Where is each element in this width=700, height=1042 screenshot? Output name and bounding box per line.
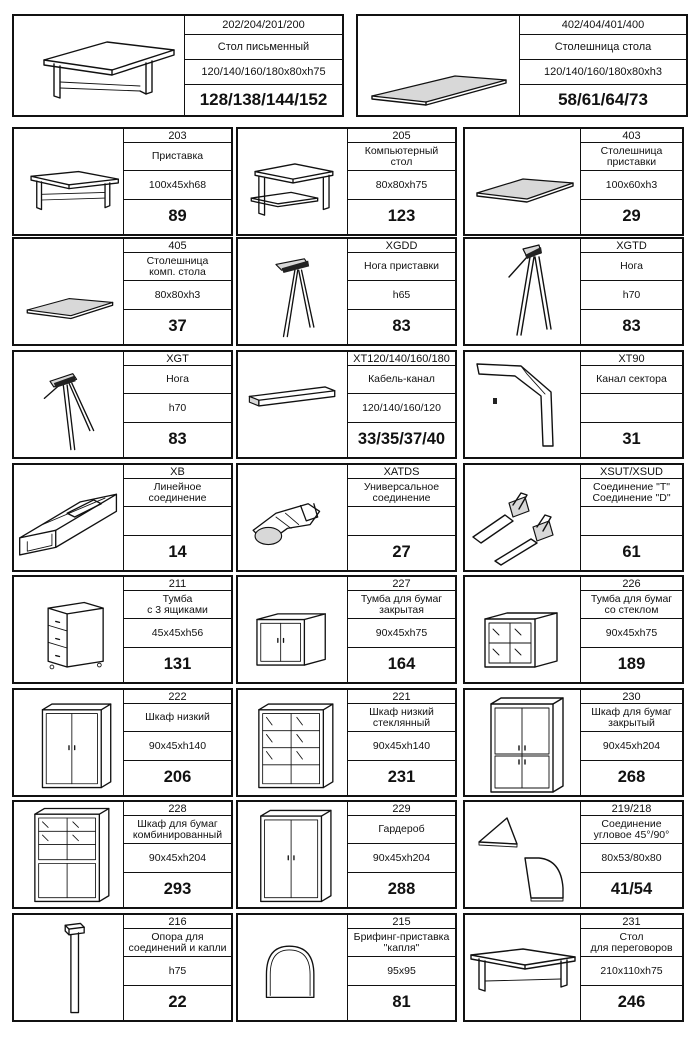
product-size: 120/140/160/180x80xh3 <box>520 60 686 85</box>
product-size: 45x45xh56 <box>124 619 231 647</box>
desk-icon <box>14 16 185 115</box>
product-name: Тумба для бумаг закрытая <box>348 591 455 619</box>
product-card <box>12 127 233 236</box>
product-info <box>347 352 455 457</box>
product-size: 90x45xh140 <box>124 732 231 760</box>
product-size: 80x80xh75 <box>348 171 455 199</box>
product-info <box>123 352 231 457</box>
product-price: 123 <box>387 207 416 226</box>
product-price: 29 <box>622 207 641 226</box>
product-size: 100x45xh68 <box>124 171 231 199</box>
product-price: 22 <box>168 993 187 1012</box>
product-info <box>123 465 231 570</box>
product-price: 131 <box>163 655 192 674</box>
product-code: XB <box>124 465 231 479</box>
product-name: Канал сектора <box>581 366 682 394</box>
product-size: 80x80xh3 <box>124 281 231 309</box>
product-size: 95x95 <box>348 957 455 985</box>
drop-briefing-icon <box>238 915 348 1020</box>
product-name: Соединение угловое 45°/90° <box>581 816 682 844</box>
product-price: 14 <box>168 543 187 562</box>
product-card <box>463 463 684 572</box>
product-name: Гардероб <box>348 816 455 844</box>
product-name: Шкаф для бумаг закрытый <box>581 704 682 732</box>
product-name: Столешница приставки <box>581 143 682 171</box>
product-name: Нога <box>581 253 682 281</box>
product-info <box>347 577 455 682</box>
product-info <box>347 690 455 795</box>
extension-table-icon <box>14 129 124 234</box>
product-info <box>580 465 682 570</box>
product-info <box>123 129 231 234</box>
product-code: XT120/140/160/180 <box>348 352 455 366</box>
product-card <box>463 350 684 459</box>
cable-channel-icon <box>238 352 348 457</box>
glass-cabinet-icon <box>465 577 581 682</box>
product-price: 31 <box>622 430 641 449</box>
product-info <box>123 802 231 907</box>
product-code: 403 <box>581 129 682 143</box>
tall-closed-cupboard-icon <box>465 690 581 795</box>
product-price: 189 <box>617 655 646 674</box>
product-price: 206 <box>163 768 192 787</box>
product-size: 90x45xh75 <box>581 619 682 647</box>
product-name: Шкаф низкий стеклянный <box>348 704 455 732</box>
product-name: Тумба с 3 ящиками <box>124 591 231 619</box>
product-card <box>463 575 684 684</box>
product-card <box>12 237 233 346</box>
product-code: 205 <box>348 129 455 143</box>
product-info <box>580 915 682 1020</box>
product-size: 120/140/160/180x80xh75 <box>185 60 342 85</box>
product-info <box>519 16 686 115</box>
product-name: Линейное соединение <box>124 479 231 507</box>
product-info <box>580 577 682 682</box>
low-glass-cupboard-icon <box>238 690 348 795</box>
product-price: 164 <box>387 655 416 674</box>
product-code: 202/204/201/200 <box>185 16 342 35</box>
product-info <box>123 915 231 1020</box>
product-card <box>236 350 457 459</box>
product-card <box>463 688 684 797</box>
product-info <box>347 915 455 1020</box>
product-price: 128/138/144/152 <box>199 90 328 109</box>
product-price: 83 <box>622 317 641 336</box>
product-name: Тумба для бумаг со стеклом <box>581 591 682 619</box>
product-card <box>12 575 233 684</box>
tabletop-icon <box>358 16 524 115</box>
product-name: Нога приставки <box>348 253 455 281</box>
product-size: h70 <box>581 281 682 309</box>
corner-joint-icon <box>465 802 581 907</box>
product-code: 226 <box>581 577 682 591</box>
product-size <box>581 507 682 535</box>
product-size: 90x45xh204 <box>348 844 455 872</box>
product-name: Соединение "T" Соединение "D" <box>581 479 682 507</box>
product-card-tabletop <box>356 14 688 117</box>
product-name: Нога <box>124 366 231 394</box>
product-code: XSUT/XSUD <box>581 465 682 479</box>
product-code: 203 <box>124 129 231 143</box>
product-price: 27 <box>392 543 411 562</box>
product-price: 89 <box>168 207 187 226</box>
product-name: Компьютерный стол <box>348 143 455 171</box>
product-info <box>123 690 231 795</box>
product-code: 402/404/401/400 <box>520 16 686 35</box>
product-price: 81 <box>392 993 411 1012</box>
product-card <box>236 575 457 684</box>
closed-cabinet-icon <box>238 577 348 682</box>
product-code: 215 <box>348 915 455 929</box>
product-code: XGTD <box>581 239 682 253</box>
product-size: 210x110xh75 <box>581 957 682 985</box>
product-price: 37 <box>168 317 187 336</box>
product-card <box>463 913 684 1022</box>
product-price: 288 <box>387 880 416 899</box>
leg-frame-icon <box>14 352 124 457</box>
product-size: 90x45xh204 <box>124 844 231 872</box>
product-card <box>236 688 457 797</box>
product-name: Брифинг-приставка "капля" <box>348 929 455 957</box>
product-name: Шкаф для бумаг комбинированный <box>124 816 231 844</box>
product-size: 90x45xh140 <box>348 732 455 760</box>
product-name: Столешница стола <box>520 35 686 60</box>
product-card <box>12 463 233 572</box>
product-price: 33/35/37/40 <box>357 430 446 449</box>
product-card <box>236 127 457 236</box>
product-info <box>347 239 455 344</box>
product-info <box>580 690 682 795</box>
product-size: 90x45xh204 <box>581 732 682 760</box>
product-code: 228 <box>124 802 231 816</box>
meeting-table-icon <box>465 915 581 1020</box>
product-size: 120/140/160/120 <box>348 394 455 422</box>
product-code: 405 <box>124 239 231 253</box>
product-card <box>463 237 684 346</box>
product-name: Кабель-канал <box>348 366 455 394</box>
product-code: 227 <box>348 577 455 591</box>
product-code: 230 <box>581 690 682 704</box>
product-price: 246 <box>617 993 646 1012</box>
product-card <box>236 463 457 572</box>
product-code: 222 <box>124 690 231 704</box>
product-size <box>581 394 682 422</box>
combined-cupboard-icon <box>14 802 124 907</box>
t-d-joint-icon <box>465 465 581 570</box>
product-card <box>236 913 457 1022</box>
computer-desk-icon <box>238 129 348 234</box>
product-size: h65 <box>348 281 455 309</box>
support-post-icon <box>14 915 124 1020</box>
product-size: h70 <box>124 394 231 422</box>
product-info <box>580 129 682 234</box>
product-size: 90x45xh75 <box>348 619 455 647</box>
product-name: Стол письменный <box>185 35 342 60</box>
drawer-pedestal-icon <box>14 577 124 682</box>
product-card <box>12 800 233 909</box>
product-price: 231 <box>387 768 416 787</box>
product-card-desk <box>12 14 344 117</box>
product-price: 41/54 <box>610 880 653 899</box>
extension-tabletop-icon <box>465 129 581 234</box>
product-info <box>347 129 455 234</box>
wardrobe-icon <box>238 802 348 907</box>
product-code: 211 <box>124 577 231 591</box>
product-size <box>348 507 455 535</box>
product-card <box>463 127 684 236</box>
extension-leg-icon <box>238 239 348 344</box>
product-card <box>236 237 457 346</box>
product-card <box>12 913 233 1022</box>
universal-joint-icon <box>238 465 348 570</box>
product-code: 216 <box>124 915 231 929</box>
product-info <box>580 352 682 457</box>
linear-joint-icon <box>14 465 124 570</box>
product-card <box>236 800 457 909</box>
product-price: 61 <box>622 543 641 562</box>
product-info <box>184 16 342 115</box>
computer-tabletop-icon <box>14 239 124 344</box>
product-code: 219/218 <box>581 802 682 816</box>
product-card <box>12 688 233 797</box>
product-size <box>124 507 231 535</box>
product-size: 80x53/80x80 <box>581 844 682 872</box>
product-info <box>123 577 231 682</box>
product-name: Столешница комп. стола <box>124 253 231 281</box>
product-name: Универсальное соединение <box>348 479 455 507</box>
product-info <box>123 239 231 344</box>
product-info <box>347 465 455 570</box>
product-size: 100x60xh3 <box>581 171 682 199</box>
product-info <box>580 239 682 344</box>
product-price: 58/61/64/73 <box>558 90 648 109</box>
product-code: 231 <box>581 915 682 929</box>
product-name: Приставка <box>124 143 231 171</box>
product-card <box>12 350 233 459</box>
product-code: XT90 <box>581 352 682 366</box>
leg-icon <box>465 239 581 344</box>
product-name: Стол для переговоров <box>581 929 682 957</box>
product-code: 229 <box>348 802 455 816</box>
product-info <box>347 802 455 907</box>
product-size: h75 <box>124 957 231 985</box>
sector-channel-icon <box>465 352 581 457</box>
product-info <box>580 802 682 907</box>
product-price: 268 <box>617 768 646 787</box>
product-code: XATDS <box>348 465 455 479</box>
product-price: 83 <box>168 430 187 449</box>
product-code: XGT <box>124 352 231 366</box>
product-code: XGDD <box>348 239 455 253</box>
product-card <box>463 800 684 909</box>
product-name: Шкаф низкий <box>124 704 231 732</box>
low-cupboard-icon <box>14 690 124 795</box>
product-code: 221 <box>348 690 455 704</box>
product-price: 293 <box>163 880 192 899</box>
product-price: 83 <box>392 317 411 336</box>
product-name: Опора для соединений и капли <box>124 929 231 957</box>
